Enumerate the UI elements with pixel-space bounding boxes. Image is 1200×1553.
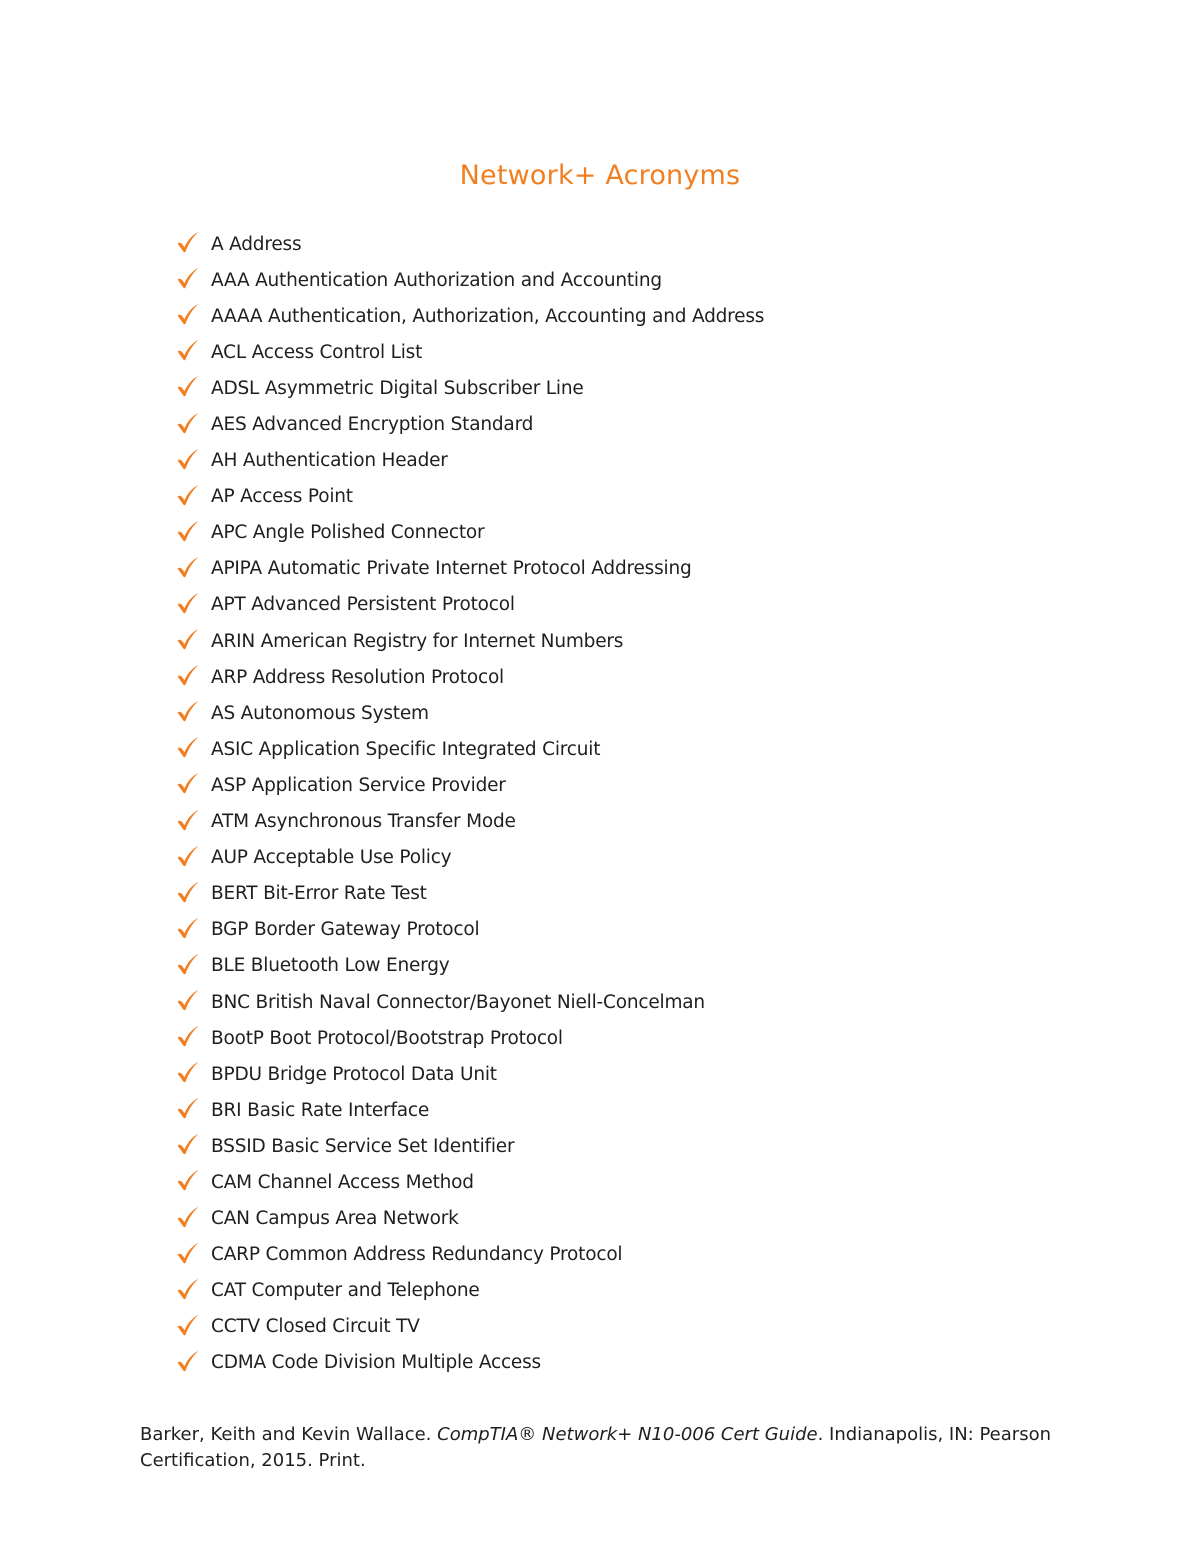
list-item-text: BRI Basic Rate Interface [211,1099,430,1121]
list-item [176,948,764,984]
list-item-text: BLE Bluetooth Low Energy [211,955,450,977]
list-item [176,731,764,767]
list-item [176,1164,764,1200]
list-item-text: ATM Asynchronous Transfer Mode [211,811,516,833]
checkmark-icon [176,375,211,401]
checkmark-icon [176,1169,211,1195]
checkmark-icon [176,736,211,762]
checkmark-icon [176,592,211,618]
list-item-text: APIPA Automatic Private Internet Protocol Addressing [211,558,692,580]
citation-book-title: CompTIA® Network+ N10-006 Cert Guide [437,1424,818,1445]
citation-publisher: . Indianapolis, IN: Pearson Certification, 2015. Print. [140,1424,1051,1471]
checkmark-icon [176,231,211,257]
checkmark-icon [176,1097,211,1123]
list-item [176,840,764,876]
checkmark-icon [176,520,211,546]
list-item-text: AUP Acceptable Use Policy [211,847,452,869]
list-item [176,443,764,479]
list-item [176,370,764,406]
list-item-text: AS Autonomous System [211,702,429,724]
checkmark-icon [176,917,211,943]
checkmark-icon [176,484,211,510]
list-item [176,695,764,731]
list-item [176,1092,764,1128]
list-item [176,298,764,334]
citation-authors: Barker, Keith and Kevin Wallace. [140,1424,438,1445]
list-item [176,1128,764,1164]
checkmark-icon [176,664,211,690]
checkmark-icon [176,448,211,474]
list-item-text: BPDU Bridge Protocol Data Unit [211,1063,497,1085]
checkmark-icon [176,1061,211,1087]
list-item-text: A Address [211,233,302,255]
list-item-text: ASIC Application Specific Integrated Circuit [211,738,601,760]
checkmark-icon [176,1133,211,1159]
checkmark-icon [176,628,211,654]
list-item-text: ACL Access Control List [211,341,423,363]
list-item-text: CDMA Code Division Multiple Access [211,1352,541,1374]
checkmark-icon [176,556,211,582]
list-item [176,334,764,370]
citation [140,1422,1060,1474]
list-item [176,1309,764,1345]
list-item-text: AAAA Authentication, Authorization, Accounting and Address [211,305,765,327]
checkmark-icon [176,1242,211,1268]
list-item-text: CAT Computer and Telephone [211,1280,480,1302]
list-item [176,262,764,298]
checkmark-icon [176,953,211,979]
list-item-text: AES Advanced Encryption Standard [211,414,534,436]
list-item-text: APT Advanced Persistent Protocol [211,594,515,616]
checkmark-icon [176,267,211,293]
list-item [176,876,764,912]
list-item-text: AAA Authentication Authorization and Accounting [211,269,662,291]
checkmark-icon [176,700,211,726]
checkmark-icon [176,1206,211,1232]
checkmark-icon [176,1350,211,1376]
list-item-text: ASP Application Service Provider [211,774,506,796]
list-item-text: APC Angle Polished Connector [211,522,485,544]
checkmark-icon [176,339,211,365]
checkmark-icon [176,881,211,907]
list-item-text: CAM Channel Access Method [211,1171,474,1193]
list-item-text: BootP Boot Protocol/Bootstrap Protocol [211,1027,563,1049]
list-item [176,1273,764,1309]
checkmark-icon [176,412,211,438]
list-item-text: ARP Address Resolution Protocol [211,666,504,688]
list-item [176,1237,764,1273]
list-item [176,1020,764,1056]
list-item [176,515,764,551]
list-item-text: BNC British Naval Connector/Bayonet Niell-Concelman [211,991,705,1013]
list-item [176,479,764,515]
list-item [176,1201,764,1237]
checkmark-icon [176,772,211,798]
list-item [176,659,764,695]
checkmark-icon [176,989,211,1015]
list-item-text: BSSID Basic Service Set Identifier [211,1135,515,1157]
list-item [176,804,764,840]
checkmark-icon [176,1278,211,1304]
list-item [176,1056,764,1092]
list-item-text: CCTV Closed Circuit TV [211,1316,420,1338]
checkmark-icon [176,303,211,329]
list-item-text: ARIN American Registry for Internet Numbers [211,630,624,652]
list-item [176,551,764,587]
list-item-text: AH Authentication Header [211,450,448,472]
list-item-text: BGP Border Gateway Protocol [211,919,480,941]
checkmark-icon [176,845,211,871]
list-item [176,984,764,1020]
list-item [176,623,764,659]
checkmark-icon [176,1025,211,1051]
list-item-text: CAN Campus Area Network [211,1208,459,1230]
list-item-text: ADSL Asymmetric Digital Subscriber Line [211,377,584,399]
checkmark-icon [176,809,211,835]
list-item [176,587,764,623]
list-item [176,912,764,948]
list-item [176,767,764,803]
list-item [176,226,764,262]
acronym-list [176,226,764,1381]
list-item [176,406,764,442]
list-item-text: CARP Common Address Redundancy Protocol [211,1244,623,1266]
list-item-text: AP Access Point [211,486,353,508]
page-title: Network+ Acronyms [459,160,741,192]
list-item-text: BERT Bit-Error Rate Test [211,883,427,905]
list-item [176,1345,764,1381]
checkmark-icon [176,1314,211,1340]
